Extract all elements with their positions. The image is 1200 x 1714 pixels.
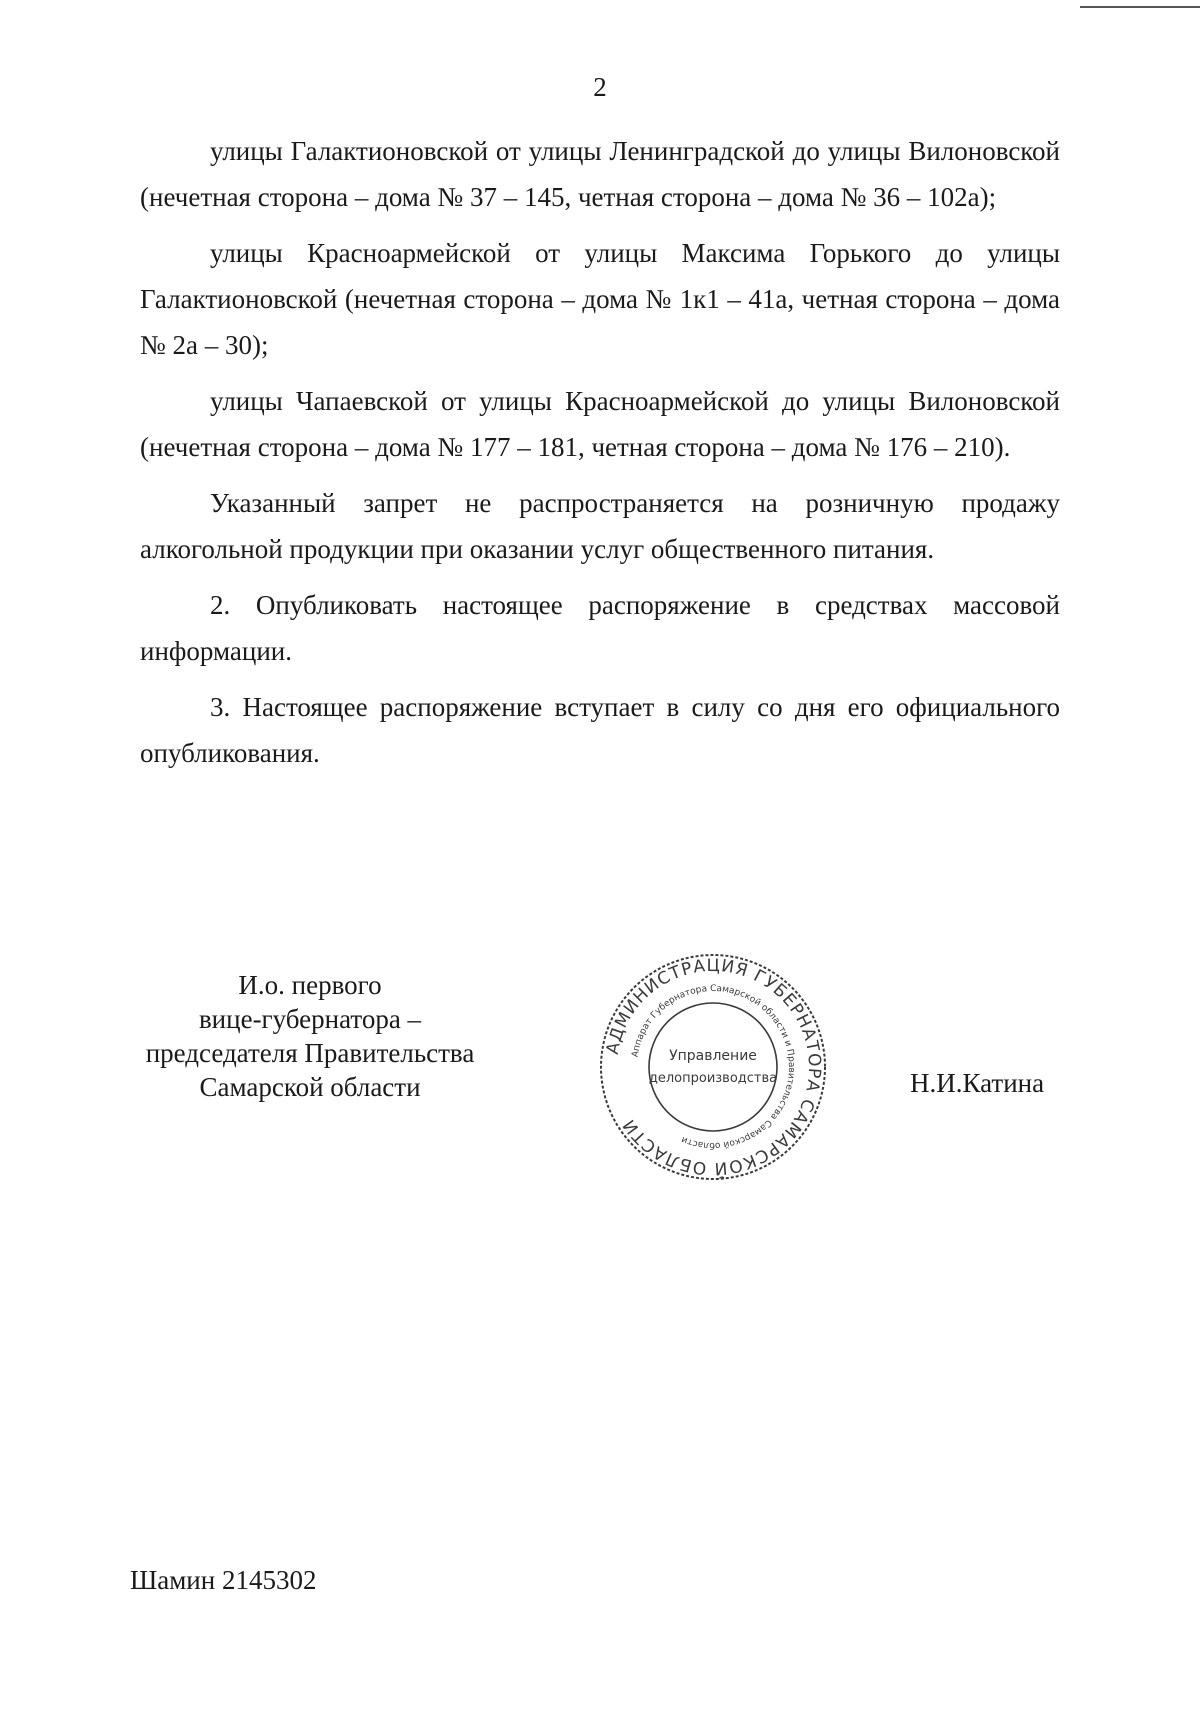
paragraph-galaktionovskaya: улицы Галактионовской от улицы Ленинградской до улицы Вилоновской (нечетная сторона – дома № 37 – 145, четная сторона – дома № 36 – 102а); [140,136,1060,212]
seal-center-line-1: Управление [669,1048,757,1064]
signer-title-line: председателя Правительства [145,1038,475,1068]
seal-center-line-2: делопроизводства [648,1071,778,1086]
paragraph-chapaevskaya: улицы Чапаевской от улицы Красноармейской до улицы Вилоновской (нечетная сторона – дома № 177 – 181, четная сторона – дома № 176 – 210). [140,386,1060,462]
paragraph-exception: Указанный запрет не распространяется на розничную продажу алкогольной продукции при оказании услуг общественного питания. [140,488,1060,564]
paragraph-publish: 2. Опубликовать настоящее распоряжение в средствах массовой информации. [140,590,1060,666]
executor-contact: Шамин 2145302 [130,1565,317,1595]
signer-title-line: И.о. первого [238,970,382,1000]
seal-outer-text: АДМИНИСТРАЦИЯ ГУБЕРНАТОРА САМАРСКОЙ ОБЛАСТИ [602,955,825,1179]
seal-middle-text: Аппарат Губернатора Самарской области и Правительства Самарской области [630,983,797,1151]
document-body [140,128,1060,786]
seal-inner-ring [649,1003,777,1131]
signer-title [110,968,510,1104]
official-seal [598,952,828,1182]
paragraph-krasnoarmeyskaya: улицы Красноармейской от улицы Максима Горького до улицы Галактионовской (нечетная сторона – дома № 1к1 – 41а, четная сторона – дома № 2а – 30); [140,238,1060,360]
signer-title-line: Самарской области [199,1072,421,1102]
top-edge-rule [1080,6,1200,8]
signer-title-line: вице-губернатора – [198,1004,422,1034]
paragraph-effective-date: 3. Настоящее распоряжение вступает в силу со дня его официального опубликования. [140,692,1060,768]
svg-text:Аппарат Губернатора Самарской [631,984,796,1150]
page-number: 2 [593,72,607,102]
signer-name: Н.И.Катина [910,1068,1045,1098]
